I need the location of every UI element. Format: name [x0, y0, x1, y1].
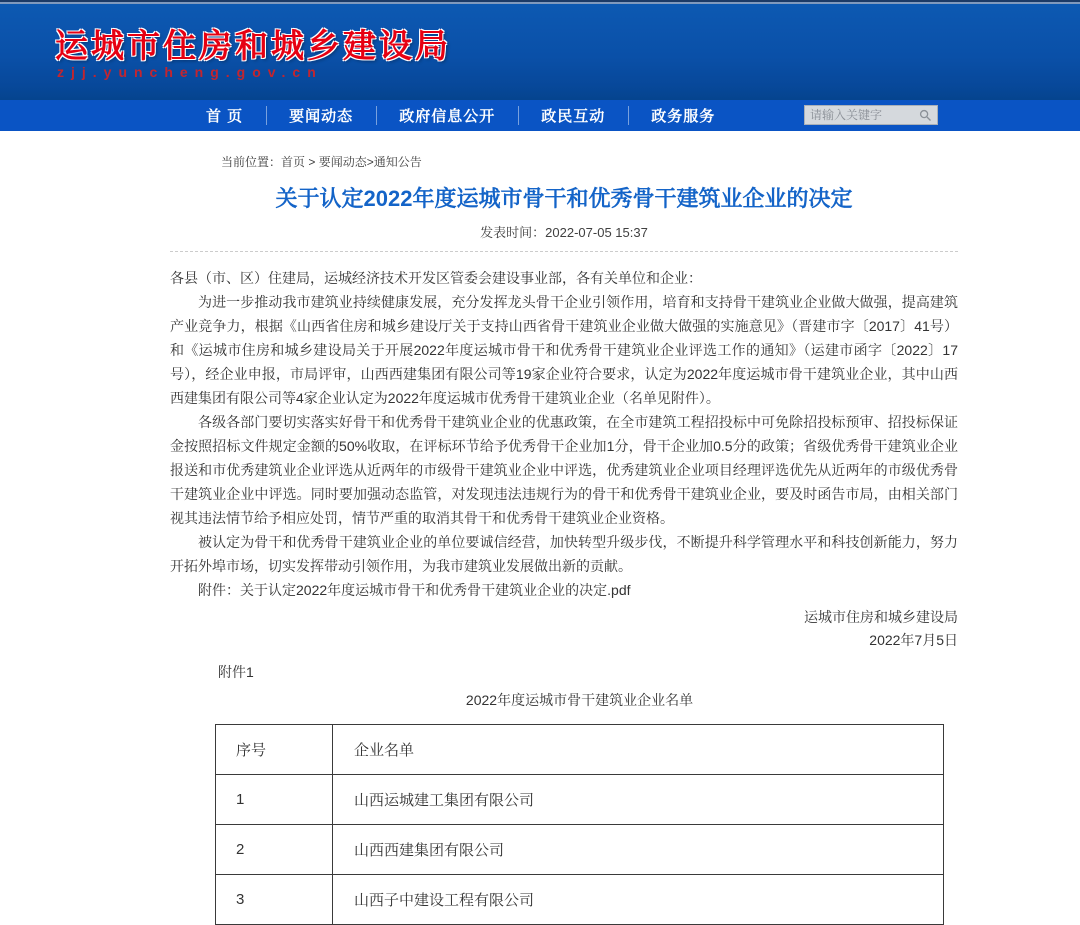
- paragraph: 各级各部门要切实落实好骨干和优秀骨干建筑业企业的优惠政策，在全市建筑工程招投标中可免除招投标预审、招投标保证金按照招标文件规定金额的50%收取，在评标环节给予优秀骨干企业加1分，骨干企业加0.5分的政策；省级优秀骨干建筑业企业报送和市优秀建筑业企业评选从近两年的市级骨干建筑业企业中评选，优秀建筑业企业项目经理评选优先从近两年的市级优秀骨干建筑业企业中评选。同时要加强动态监管，对发现违法违规行为的骨干和优秀骨干建筑业企业，要及时函告市局，由相关部门视其违法情节给予相应处罚，情节严重的取消其骨干和优秀骨干建筑业企业资格。: [170, 414, 958, 526]
- signature-org: 运城市住房和城乡建设局: [804, 609, 958, 625]
- paragraph: 为进一步推动我市建筑业持续健康发展，充分发挥龙头骨干企业引领作用，培育和支持骨干建筑业企业做大做强，提高建筑产业竞争力，根据《山西省住房和城乡建设厅关于支持山西省骨干建筑业企业做大做强的实施意见》（晋建市字〔2017〕41号）和《运城市住房和城乡建设局关于开展2022年度运城市骨干和优秀骨干建筑业企业评选工作的通知》（运建市函字〔2022〕17号），经企业申报，市局评审，山西西建集团有限公司等19家企业符合要求，认定为2022年度运城市骨干建筑业企业，其中山西西建集团有限公司等4家企业认定为2022年度运城市优秀骨干建筑业企业（名单见附件）。: [170, 294, 958, 406]
- site-title[interactable]: 运城市住房和城乡建设局: [55, 27, 451, 64]
- companies-table: [215, 724, 944, 925]
- publish-time: 发表时间：2022-07-05 15:37: [480, 225, 648, 240]
- article-column: [170, 184, 958, 925]
- nav-item-news[interactable]: 要闻动态: [266, 100, 376, 131]
- breadcrumb-link-notices[interactable]: 通知公告: [373, 155, 422, 169]
- cell-no: 3: [216, 875, 333, 925]
- site-banner: [0, 0, 1080, 100]
- table-row: [216, 775, 944, 825]
- table-row: [216, 875, 944, 925]
- breadcrumb-link-home[interactable]: 首页: [281, 155, 306, 169]
- breadcrumb-separator: >: [366, 155, 374, 169]
- breadcrumb-separator: >: [305, 155, 319, 169]
- dashed-separator: [170, 251, 958, 252]
- breadcrumb-label: 当前位置：: [221, 155, 282, 169]
- header-cell-name: 企业名单: [333, 725, 944, 775]
- cell-company: 山西子中建设工程有限公司: [333, 875, 944, 925]
- cell-no: 1: [216, 775, 333, 825]
- breadcrumb-link-news[interactable]: 要闻动态: [318, 155, 367, 169]
- signature-block: [170, 606, 958, 652]
- salutation-line: 各县（市、区）住建局，运城经济技术开发区管委会建设事业部，各有关单位和企业：: [170, 270, 702, 286]
- main-navbar: [0, 100, 1080, 131]
- nav-item-interaction[interactable]: 政民互动: [518, 100, 628, 131]
- search-box[interactable]: [804, 105, 938, 125]
- signature-date: 2022年7月5日: [869, 632, 958, 648]
- nav-item-gov-info[interactable]: 政府信息公开: [376, 100, 518, 131]
- banner-background: [0, 4, 1080, 100]
- cell-company: 山西运城建工集团有限公司: [333, 775, 944, 825]
- cell-company: 山西西建集团有限公司: [333, 825, 944, 875]
- cell-no: 2: [216, 825, 333, 875]
- article-title: 关于认定2022年度运城市骨干和优秀骨干建筑业企业的决定: [275, 186, 853, 211]
- article-body: [170, 266, 958, 602]
- attachment-line: [170, 578, 958, 602]
- appendix-label: 附件1: [218, 664, 254, 680]
- site-domain: zjj.yuncheng.gov.cn: [57, 64, 323, 80]
- header-cell-no: 序号: [216, 725, 333, 775]
- table-caption: 2022年度运城市骨干建筑业企业名单: [465, 692, 694, 708]
- breadcrumb: [221, 153, 1080, 170]
- search-input[interactable]: [810, 108, 919, 122]
- nav-item-services[interactable]: 政务服务: [628, 100, 738, 131]
- search-icon[interactable]: [919, 109, 932, 122]
- attachment-link[interactable]: 关于认定2022年度运城市骨干和优秀骨干建筑业企业的决定.pdf: [240, 582, 631, 598]
- nav-item-home[interactable]: 首 页: [206, 108, 244, 125]
- table-row: [216, 825, 944, 875]
- attachment-label: 附件：: [198, 582, 240, 598]
- paragraph: 被认定为骨干和优秀骨干建筑业企业的单位要诚信经营，加快转型升级步伐，不断提升科学管理水平和科技创新能力，努力开拓外埠市场，切实发挥带动引领作用，为我市建筑业发展做出新的贡献。: [170, 534, 958, 574]
- table-header-row: [216, 725, 944, 775]
